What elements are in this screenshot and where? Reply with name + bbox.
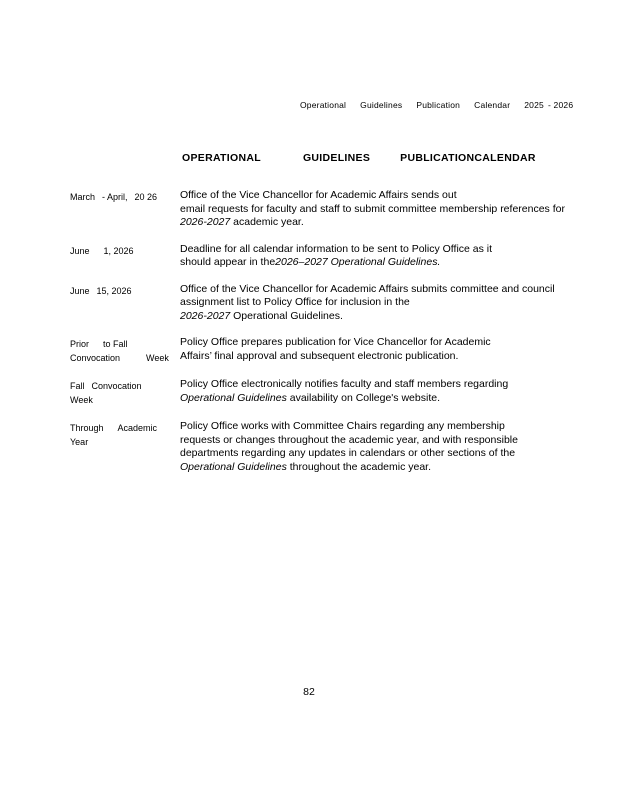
row-5-date-a: Fall bbox=[70, 381, 85, 391]
row-1-date-b: - April, bbox=[102, 192, 128, 202]
page-title-part-3: PUBLICATION bbox=[400, 152, 475, 164]
row-body bbox=[180, 336, 600, 365]
row-6-body-line-3: departments regarding any updates in calendars or other sections of the bbox=[180, 447, 516, 459]
running-head-part-6: - 2026 bbox=[547, 100, 574, 110]
running-head bbox=[300, 100, 600, 110]
row-6-date-b: Academic bbox=[117, 423, 158, 433]
row-6-body-line-1: Policy Office works with Committee Chairs regarding any membership bbox=[180, 420, 505, 432]
table-row bbox=[70, 378, 600, 407]
row-body bbox=[180, 243, 600, 270]
page-title-part-1: OPERATIONAL bbox=[182, 152, 261, 164]
table-row bbox=[70, 189, 600, 230]
row-date bbox=[70, 243, 180, 270]
row-1-body-line-1: Office of the Vice Chancellor for Academic Affairs sends out bbox=[180, 189, 457, 201]
row-body bbox=[180, 283, 600, 324]
row-2-date-a: June bbox=[70, 245, 90, 256]
row-date bbox=[70, 420, 180, 474]
row-4-date-d: Week bbox=[146, 353, 169, 363]
row-3-body-line-3-rest: Operational Guidelines. bbox=[230, 309, 343, 322]
table-row bbox=[70, 336, 600, 365]
page-number: 82 bbox=[303, 686, 315, 698]
row-2-body-line-1: Deadline for all calendar information to be sent to Policy Office as it bbox=[180, 242, 493, 255]
row-1-body-line-3-italic: 2026-2027 bbox=[180, 216, 231, 228]
row-5-body-line-2-italic: Operational Guidelines bbox=[180, 391, 287, 404]
row-2-body-line-2: should appear in the bbox=[180, 256, 276, 268]
page-title-part-2: GUIDELINES bbox=[302, 152, 371, 164]
row-6-date-a: Through bbox=[70, 423, 104, 433]
row-4-date-c: Convocation bbox=[70, 353, 121, 363]
row-3-body-line-3-italic: 2026-2027 bbox=[180, 309, 231, 322]
calendar-rows bbox=[70, 189, 600, 487]
row-3-date-a: June bbox=[70, 285, 90, 296]
row-date bbox=[70, 189, 180, 230]
row-2-body-line-2-italic: 2026–2027 Operational Guidelines. bbox=[275, 256, 441, 268]
row-5-body-line-2-rest: availability on College's website. bbox=[286, 391, 440, 404]
row-date bbox=[70, 378, 180, 407]
table-row bbox=[70, 420, 600, 474]
row-1-body-line-3-rest: academic year. bbox=[230, 216, 304, 228]
row-body bbox=[180, 378, 600, 407]
row-5-date-b: Convocation bbox=[91, 381, 142, 391]
row-5-date-c: Week bbox=[70, 395, 93, 405]
running-head-part-3: Publication bbox=[416, 100, 461, 110]
row-6-body-line-2: requests or changes throughout the academic year, and with responsible bbox=[180, 433, 518, 446]
row-date bbox=[70, 283, 180, 324]
table-row bbox=[70, 283, 600, 324]
row-3-date-b: 15, 2026 bbox=[96, 285, 132, 296]
running-head-part-2: Guidelines bbox=[360, 100, 403, 110]
row-6-date-c: Year bbox=[70, 437, 89, 447]
row-6-body-line-4-italic: Operational Guidelines bbox=[180, 460, 287, 473]
row-body bbox=[180, 420, 600, 474]
row-4-body-line-2: Affairs’ final approval and subsequent electronic publication. bbox=[180, 349, 459, 362]
page-title-part-4: CALENDAR bbox=[474, 152, 536, 164]
row-3-body-line-2: assignment list to Policy Office for inclusion in the bbox=[180, 296, 410, 308]
row-4-body-line-1: Policy Office prepares publication for Vice Chancellor for Academic bbox=[180, 336, 491, 348]
row-6-body-line-4-rest: throughout the academic year. bbox=[286, 460, 432, 473]
running-head-part-1: Operational bbox=[300, 100, 347, 110]
row-4-date-b: to Fall bbox=[103, 339, 128, 349]
row-5-body-line-1: Policy Office electronically notifies faculty and staff members regarding bbox=[180, 378, 509, 390]
row-1-body-line-2: email requests for faculty and staff to submit committee membership references for bbox=[180, 202, 565, 215]
table-row bbox=[70, 243, 600, 270]
running-head-part-5: 2025 bbox=[524, 100, 544, 110]
running-head-part-4: Calendar bbox=[474, 100, 511, 110]
row-2-date-b: 1, 2026 bbox=[103, 245, 134, 256]
row-1-date-c: 20 26 bbox=[134, 192, 158, 202]
row-3-body-line-1: Office of the Vice Chancellor for Academic Affairs submits committee and council bbox=[180, 282, 555, 295]
row-1-date-a: March bbox=[70, 192, 96, 202]
row-4-date-a: Prior bbox=[70, 339, 90, 349]
row-date bbox=[70, 336, 180, 365]
page-title bbox=[182, 152, 536, 164]
row-body bbox=[180, 189, 600, 230]
